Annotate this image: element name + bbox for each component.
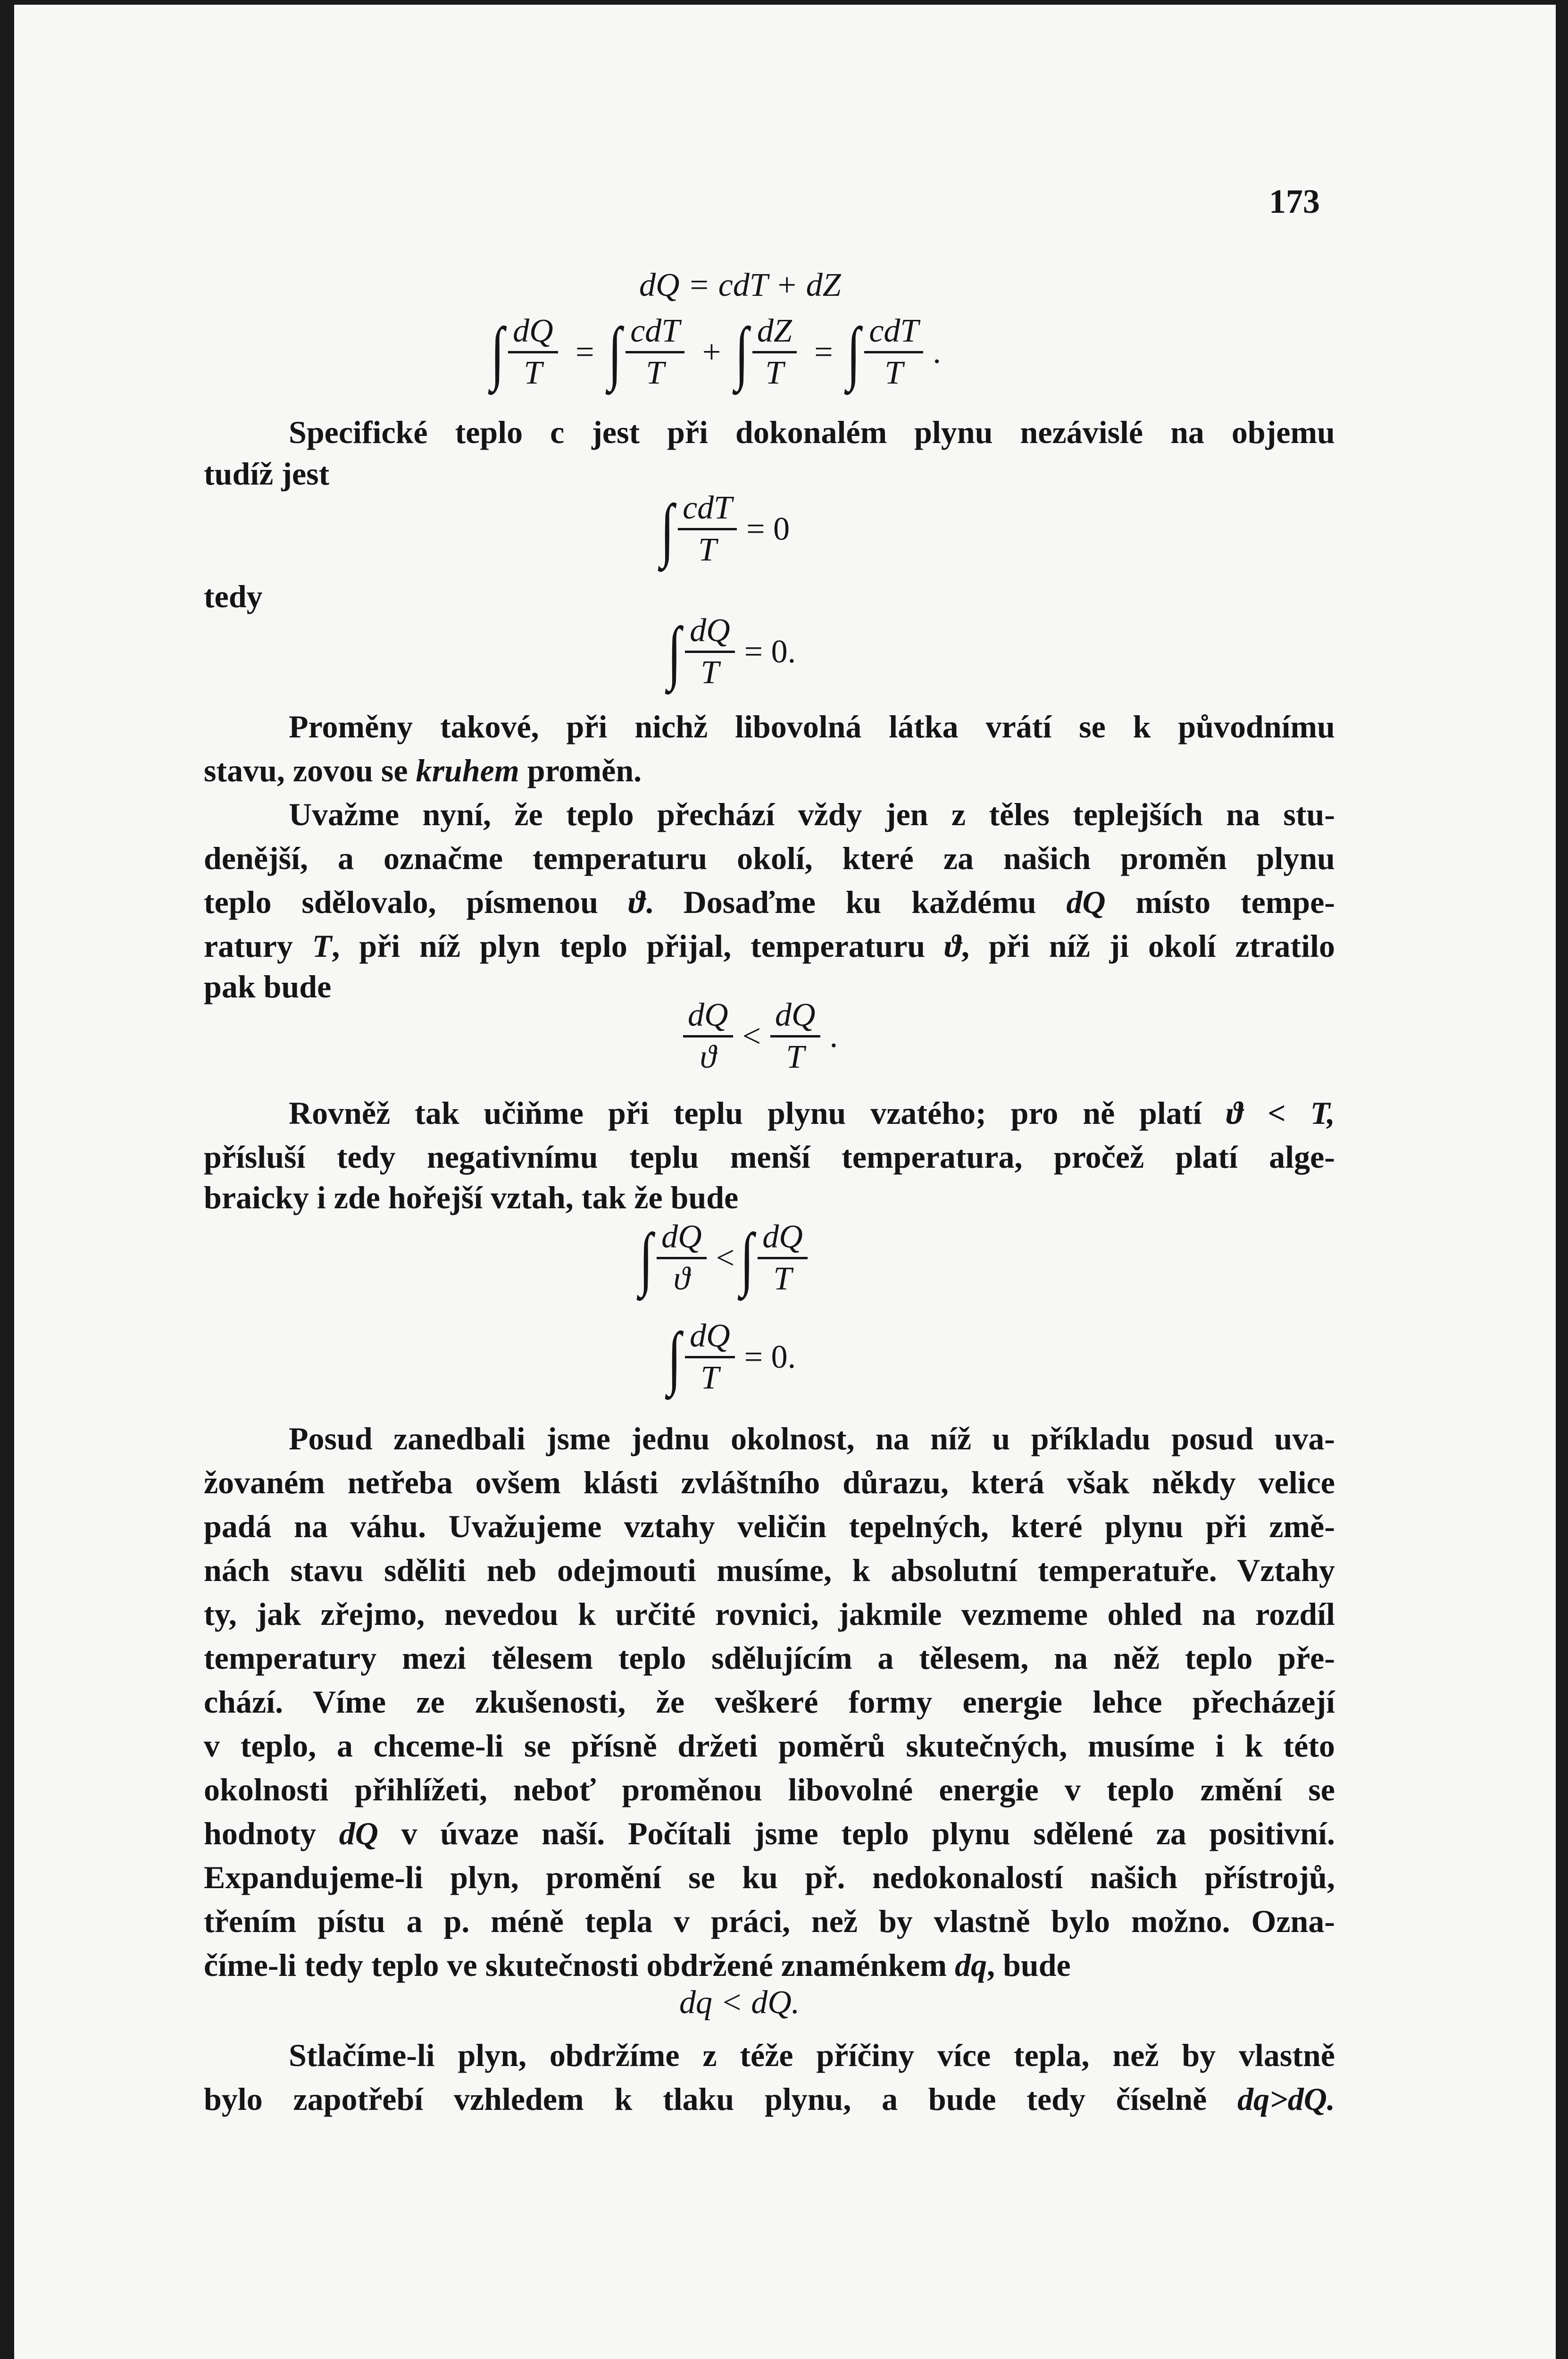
paragraph-5-line-12: třením pístu a p. méně tepla v práci, než by vlastně bylo možno. Ozna- (204, 1903, 1335, 1939)
paragraph-3-line-1: Uvažme nyní, že teplo přechází vždy jen z těles teplejších na stu- (289, 796, 1335, 832)
paragraph-5-line-9: okolnosti přihlížeti, neboť proměnou libovolné energie v teplo změní se (204, 1772, 1335, 1807)
paragraph-5-line-11: Expandujeme-li plyn, promění se ku př. nedokonalostí našich přístrojů, (204, 1859, 1335, 1895)
paragraph-5-line-4: nách stavu sděliti neb odejmouti musíme, k absolutní temperatuře. Vztahy (204, 1552, 1335, 1588)
paragraph-4-line-3: braicky i zde hořejší vztah, tak že bude (204, 1180, 739, 1215)
paragraph-4-line-1: Rovněž tak učiňme při teplu plynu vzatého; pro ně platí ϑ < T, (289, 1095, 1335, 1131)
equation-integral-sum: ∫ $\frac{dQ}{T}$ = ∫ $\frac{\text{cdT}}{T}$ + ∫ $\frac{dZ}{T}$ = ∫ $\frac{\text{cdT}}{T}$ . (491, 311, 947, 393)
paragraph-5-line-2: žovaném netřeba ovšem klásti zvláštního důrazu, která však někdy velice (204, 1464, 1335, 1500)
paragraph-1-line-2: tudíž jest (204, 456, 330, 492)
paragraph-6-line-2: bylo zapotřebí vzhledem k tlaku plynu, a bude tedy číselně dq>dQ. (204, 2081, 1335, 2117)
paragraph-3-line-4: ratury T, při níž plyn teplo přijal, temperaturu ϑ, při níž ji okolí ztratilo (204, 928, 1335, 964)
equation-energy: dQ = cdT + dZ (639, 267, 841, 303)
equation-inequality-fractions: $\frac{dQ}{ϑ}$ < $\frac{dQ}{T}$ . (679, 995, 843, 1077)
paragraph-5-line-13: číme-li tedy teplo ve skutečnosti obdržené znaménkem dq, bude (204, 1947, 1071, 1983)
paragraph-5-line-6: temperatury mezi tělesem teplo sdělujícím a tělesem, na něž teplo pře- (204, 1640, 1335, 1676)
equation-integral-inequality: ∫ $\frac{dQ}{ϑ}$ <∫ $\frac{dQ}{T}$ (639, 1217, 811, 1299)
paragraph-2-line-2: stavu, zovou se kruhem proměn. (204, 753, 642, 788)
paragraph-2-line-1: Proměny takové, při nichž libovolná látka vrátí se k původnímu (289, 709, 1335, 745)
page-number: 173 (1269, 183, 1320, 220)
equation-dQ-zero: ∫ $\frac{dQ}{T}$ = 0. (667, 611, 801, 693)
paragraph-5-line-1: Posud zanedbali jsme jednu okolnost, na níž u příkladu posud uva- (289, 1421, 1335, 1456)
paragraph-5-line-10: hodnoty dQ v úvaze naší. Počítali jsme teplo plynu sdělené za positivní. (204, 1815, 1335, 1851)
paragraph-5-line-7: chází. Víme ze zkušenosti, že veškeré formy energie lehce přecházejí (204, 1684, 1335, 1720)
paragraph-3-line-5: pak bude (204, 969, 332, 1004)
equation-cdT-zero: ∫ $\frac{\text{cdT}}{T}$ = 0 (660, 488, 795, 570)
paragraph-5-line-8: v teplo, a chceme-li se přísně držeti poměrů skutečných, musíme i k této (204, 1728, 1335, 1764)
paragraph-1-line-1: Specifické teplo c jest při dokonalém plynu nezávislé na objemu (289, 414, 1335, 450)
word-tedy: tedy (204, 578, 263, 614)
paragraph-3-line-2: denější, a označme temperaturu okolí, které za našich proměn plynu (204, 840, 1335, 876)
paragraph-5-line-3: padá na váhu. Uvažujeme vztahy veličin tepelných, které plynu při změ- (204, 1508, 1335, 1544)
paragraph-3-line-3: teplo sdělovalo, písmenou ϑ. Dosaďme ku každému dQ místo tempe- (204, 884, 1335, 920)
paragraph-4-line-2: přísluší tedy negativnímu teplu menší temperatura, pročež platí alge- (204, 1139, 1335, 1175)
equation-dQ-zero-2: ∫ $\frac{dQ}{T}$ = 0. (667, 1316, 801, 1398)
term-kruhem: kruhem (416, 753, 519, 788)
equation-dq-lt-dQ: dq < dQ. (679, 1984, 800, 2021)
paragraph-6-line-1: Stlačíme-li plyn, obdržíme z téže příčiny více tepla, než by vlastně (289, 2037, 1335, 2073)
paragraph-5-line-5: ty, jak zřejmo, nevedou k určité rovnici, jakmile vezmeme ohled na rozdíl (204, 1596, 1335, 1632)
